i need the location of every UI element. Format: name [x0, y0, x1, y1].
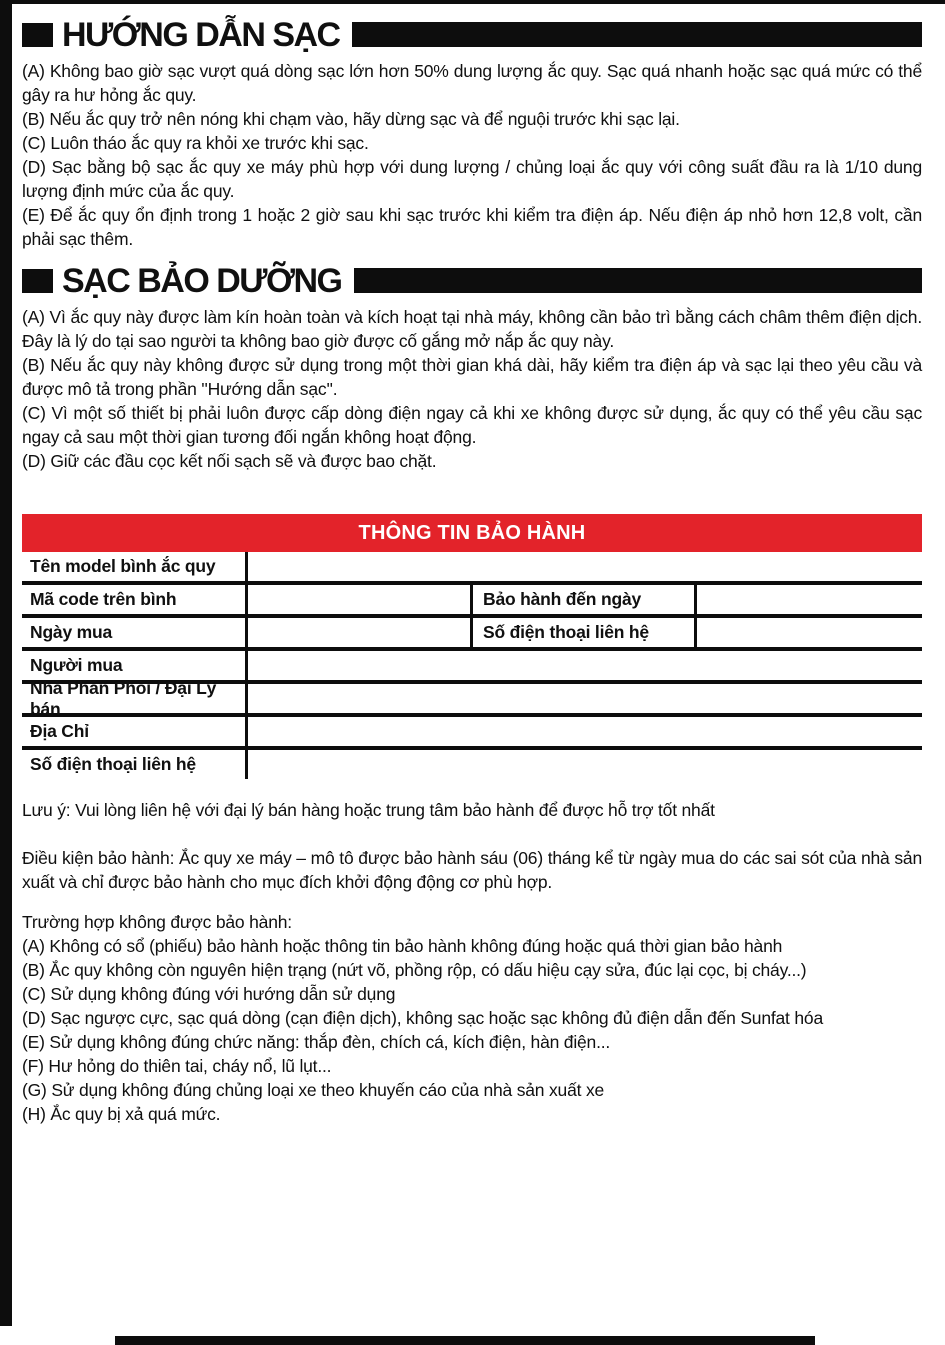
row-label: Mã code trên bình: [22, 585, 248, 614]
exclusion-item: (A) Không có sổ (phiếu) bảo hành hoặc thông tin bảo hành không đúng hoặc quá thời gian bảo hành: [22, 936, 783, 956]
support-note: Lưu ý: Vui lòng liên hệ với đại lý bán hàng hoặc trung tâm bảo hành để được hỗ trợ tốt nhất: [22, 800, 715, 820]
table-row: [22, 677, 922, 719]
section-header-maintenance: [22, 261, 922, 300]
value-cell: [697, 618, 922, 647]
section-marker-square-icon: [22, 269, 53, 293]
bottom-border-bar: [115, 1336, 815, 1345]
charging-instructions-list: [22, 59, 922, 251]
value-cell: [248, 552, 922, 581]
instruction-item: (E) Để ắc quy ổn định trong 1 hoặc 2 giờ sau khi sạc trước khi kiểm tra điện áp. Nếu điện áp nhỏ hơn 12,8 volt, cần phải sạc thêm.: [22, 205, 922, 249]
exclusion-item: (H) Ắc quy bị xả quá mức.: [22, 1104, 221, 1124]
value-cell: [248, 684, 922, 713]
table-row: [22, 585, 922, 618]
value-cell: [248, 717, 922, 746]
value-cell: [248, 585, 470, 614]
exclusion-item: (D) Sạc ngược cực, sạc quá dòng (cạn điện dịch), không sạc hoặc sạc không đủ điện dẫn đến Sunfat hóa: [22, 1008, 823, 1028]
table-row: [22, 618, 922, 651]
section-title-maintenance: SẠC BẢO DƯỠNG: [62, 261, 342, 300]
document-content: [22, 0, 922, 1126]
instruction-item: (B) Nếu ắc quy này không được sử dụng trong một thời gian khá dài, hãy kiểm tra điện áp và sạc lại theo yêu cầu và được mô tả trong phần ''Hướng dẫn sạc''.: [22, 355, 922, 399]
table-row: [22, 717, 922, 750]
row-label-secondary: Số điện thoại liên hệ: [470, 618, 697, 647]
exclusion-item: (F) Hư hỏng do thiên tai, cháy nổ, lũ lụt...: [22, 1056, 332, 1076]
row-label: Số điện thoại liên hệ: [22, 750, 248, 779]
row-label: Ngày mua: [22, 618, 248, 647]
header-rule-bar: [354, 268, 923, 293]
table-row: [22, 750, 922, 779]
row-label: Nhà Phân Phối / Đại Lý bán: [22, 684, 248, 713]
header-rule-bar: [352, 22, 922, 47]
value-cell: [248, 618, 470, 647]
left-border-strip: [0, 0, 12, 1326]
instruction-item: (B) Nếu ắc quy trở nên nóng khi chạm vào, hãy dừng sạc và để nguội trước khi sạc lại.: [22, 109, 680, 129]
row-label: Người mua: [22, 651, 248, 680]
instruction-item: (A) Không bao giờ sạc vượt quá dòng sạc lớn hơn 50% dung lượng ắc quy. Sạc quá nhanh hoặc sạc quá mức có thể gây ra hư hỏng ắc quy.: [22, 61, 922, 105]
instruction-item: (D) Giữ các đầu cọc kết nối sạch sẽ và được bao chặt.: [22, 451, 437, 471]
table-row: [22, 552, 922, 585]
warranty-exclusions: [22, 910, 922, 1126]
warranty-conditions: Điều kiện bảo hành: Ắc quy xe máy – mô tô được bảo hành sáu (06) tháng kể từ ngày mua do các sai sót của nhà sản xuất và chỉ được bảo hành cho mục đích khởi động động cơ phù hợp.: [22, 848, 922, 892]
section-header-charging: [22, 15, 922, 54]
instruction-item: (A) Vì ắc quy này được làm kín hoàn toàn và kích hoạt tại nhà máy, không cần bảo trì bằng cách châm thêm điện dịch. Đây là lý do tại sao người ta không bao giờ được cố gắng mở nắp ắc quy này.: [22, 307, 922, 351]
maintenance-instructions-list: [22, 305, 922, 473]
exclusion-item: (E) Sử dụng không đúng chức năng: thắp đèn, chích cá, kích điện, hàn điện...: [22, 1032, 611, 1052]
section-title-charging: HƯỚNG DẪN SẠC: [62, 15, 340, 54]
warranty-info-header: THÔNG TIN BẢO HÀNH: [22, 514, 922, 552]
exclusion-item: (B) Ắc quy không còn nguyên hiện trạng (nứt võ, phồng rộp, có dấu hiệu cạy sửa, đúc lại cọc, bị cháy...): [22, 960, 807, 980]
row-label: Địa Chỉ: [22, 717, 248, 746]
exclusion-item: (C) Sử dụng không đúng với hướng dẫn sử dụng: [22, 984, 396, 1004]
value-cell: [697, 585, 922, 614]
instruction-item: (C) Luôn tháo ắc quy ra khỏi xe trước khi sạc.: [22, 133, 369, 153]
row-label: Tên model bình ắc quy: [22, 552, 248, 581]
exclusion-item: (G) Sử dụng không đúng chủng loại xe theo khuyến cáo của nhà sản xuất xe: [22, 1080, 605, 1100]
section-marker-square-icon: [22, 23, 53, 47]
value-cell: [248, 651, 922, 680]
warranty-form-table: [22, 552, 922, 779]
row-label-secondary: Bảo hành đến ngày: [470, 585, 697, 614]
instruction-item: (D) Sạc bằng bộ sạc ắc quy xe máy phù hợp với dung lượng / chủng loại ắc quy với công suất đầu ra là 1/10 dung lượng định mức của ắc quy.: [22, 157, 922, 201]
value-cell: [248, 750, 922, 779]
instruction-item: (C) Vì một số thiết bị phải luôn được cấp dòng điện ngay cả khi xe không được sử dụng, ắc quy có thể yêu cầu sạc ngay cả sau một thời gian tương đối ngắn không hoạt động.: [22, 403, 922, 447]
exclusions-title: Trường hợp không được bảo hành:: [22, 912, 292, 932]
